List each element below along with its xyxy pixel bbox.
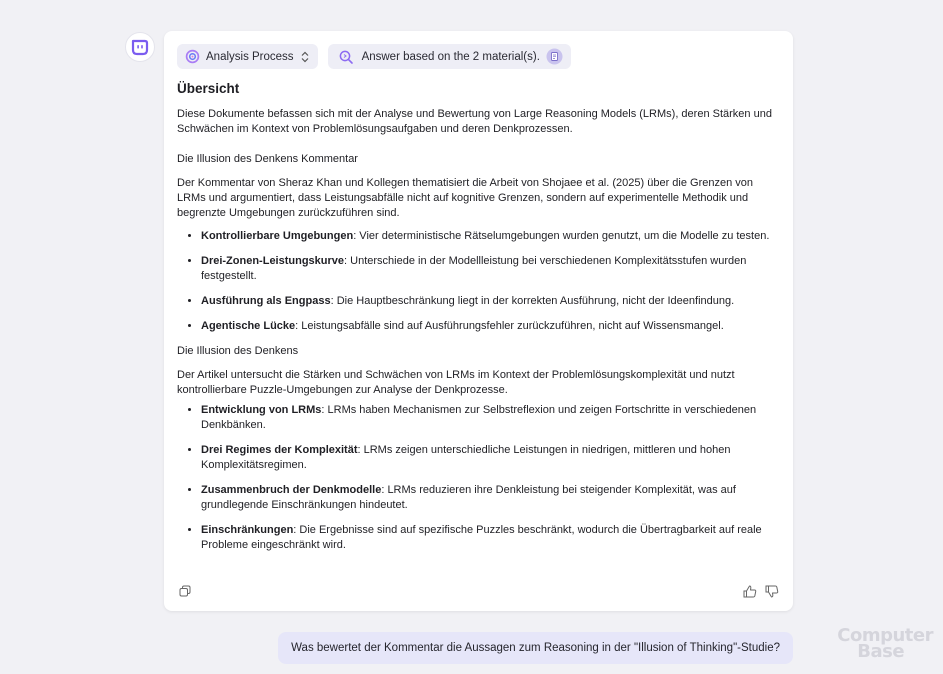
bullet-term: Zusammenbruch der Denkmodelle xyxy=(201,484,382,496)
watermark-line2: Base xyxy=(857,641,905,662)
list-item xyxy=(201,319,777,334)
watermark-line1: Computer xyxy=(837,625,933,646)
document-icon xyxy=(546,48,563,65)
bullet-list xyxy=(177,403,777,553)
list-item xyxy=(201,254,777,284)
response-heading: Übersicht xyxy=(177,81,240,96)
response-card xyxy=(164,31,793,611)
assistant-avatar xyxy=(125,32,155,62)
response-chips xyxy=(177,44,571,69)
section-paragraph: Der Kommentar von Sheraz Khan und Kollegen thematisiert die Arbeit von Shojaee et al. (2025) über die Grenzen von LRMs und argumentiert, dass Leistungsabfälle nicht auf kognitive Grenzen, sondern auf experimentelle Methodik und begrenzte Umgebungen zurückzuführen sind. xyxy=(177,177,754,219)
rating-actions xyxy=(743,585,779,598)
bullet-term: Agentische Lücke xyxy=(201,320,296,332)
search-sparkle-icon xyxy=(338,49,354,65)
bullet-desc: : LRMs haben Mechanismen zur Selbstreflexion und zeigen Fortschritte in verschiedenen Denkbänken. xyxy=(201,404,757,431)
user-question-text: Was bewertet der Kommentar die Aussagen zum Reasoning in der "Illusion of Thinking"-Studie? xyxy=(291,642,780,654)
list-item xyxy=(201,483,777,513)
bullet-term: Drei Regimes der Komplexität xyxy=(201,444,358,456)
bullet-list xyxy=(177,229,777,334)
chevron-up-down-icon xyxy=(300,51,310,63)
response-actions xyxy=(179,585,191,597)
bullet-term: Kontrollierbare Umgebungen xyxy=(201,230,354,242)
section-title: Die Illusion des Denkens xyxy=(177,345,299,357)
section-paragraph: Der Artikel untersucht die Stärken und Schwächen von LRMs im Kontext der Problemlösungskomplexität und nutzt kontrollierbare Puzzle-Umgebungen zur Analyse der Denkprozesse. xyxy=(177,369,735,396)
answer-materials-label: Answer based on the 2 material(s). xyxy=(361,50,540,63)
analysis-process-label: Analysis Process xyxy=(206,50,294,63)
user-question-bubble xyxy=(278,632,793,664)
bullet-desc: : Die Hauptbeschränkung liegt in der korrekten Ausführung, nicht der Ideenfindung. xyxy=(330,295,735,307)
list-item xyxy=(201,443,777,473)
computerbase-watermark xyxy=(837,625,933,662)
thumbs-up-icon[interactable] xyxy=(743,585,757,598)
bullet-desc: : LRMs reduzieren ihre Denkleistung bei steigender Komplexität, was auf grundlegende Einschränkungen hindeutet. xyxy=(201,484,736,511)
copy-icon[interactable] xyxy=(179,585,191,597)
bullet-term: Entwicklung von LRMs xyxy=(201,404,322,416)
thumbs-down-icon[interactable] xyxy=(765,585,779,598)
assistant-logo-icon xyxy=(130,37,150,57)
list-item xyxy=(201,229,777,244)
analysis-swirl-icon xyxy=(185,49,200,64)
list-item xyxy=(201,523,777,553)
bullet-desc: : LRMs zeigen unterschiedliche Leistungen in niedrigen, mittleren und hohen Komplexitätsregimen. xyxy=(201,444,731,471)
answer-materials-chip[interactable] xyxy=(328,44,571,69)
bullet-term: Drei-Zonen-Leistungskurve xyxy=(201,255,345,267)
bullet-desc: : Die Ergebnisse sind auf spezifische Puzzles beschränkt, wodurch die Übertragbarkeit auf reale Probleme eingeschränkt wird. xyxy=(201,524,762,551)
list-item xyxy=(201,294,777,309)
response-content xyxy=(177,81,777,563)
bullet-desc: : Unterschiede in der Modellleistung bei verschiedenen Komplexitätsstufen wurden festgestellt. xyxy=(201,255,747,282)
bullet-term: Einschränkungen xyxy=(201,524,294,536)
intro-paragraph: Diese Dokumente befassen sich mit der Analyse und Bewertung von Large Reasoning Models (LRMs), deren Stärken und Schwächen im Kontext von Problemlösungsaufgaben und deren Denkprozessen. xyxy=(177,108,772,135)
list-item xyxy=(201,403,777,433)
section-title: Die Illusion des Denkens Kommentar xyxy=(177,153,358,165)
bullet-desc: : Vier deterministische Rätselumgebungen wurden genutzt, um die Modelle zu testen. xyxy=(353,230,770,242)
analysis-process-toggle[interactable] xyxy=(177,44,318,69)
bullet-term: Ausführung als Engpass xyxy=(201,295,331,307)
bullet-desc: : Leistungsabfälle sind auf Ausführungsfehler zurückzuführen, nicht auf Wissensmangel. xyxy=(295,320,724,332)
